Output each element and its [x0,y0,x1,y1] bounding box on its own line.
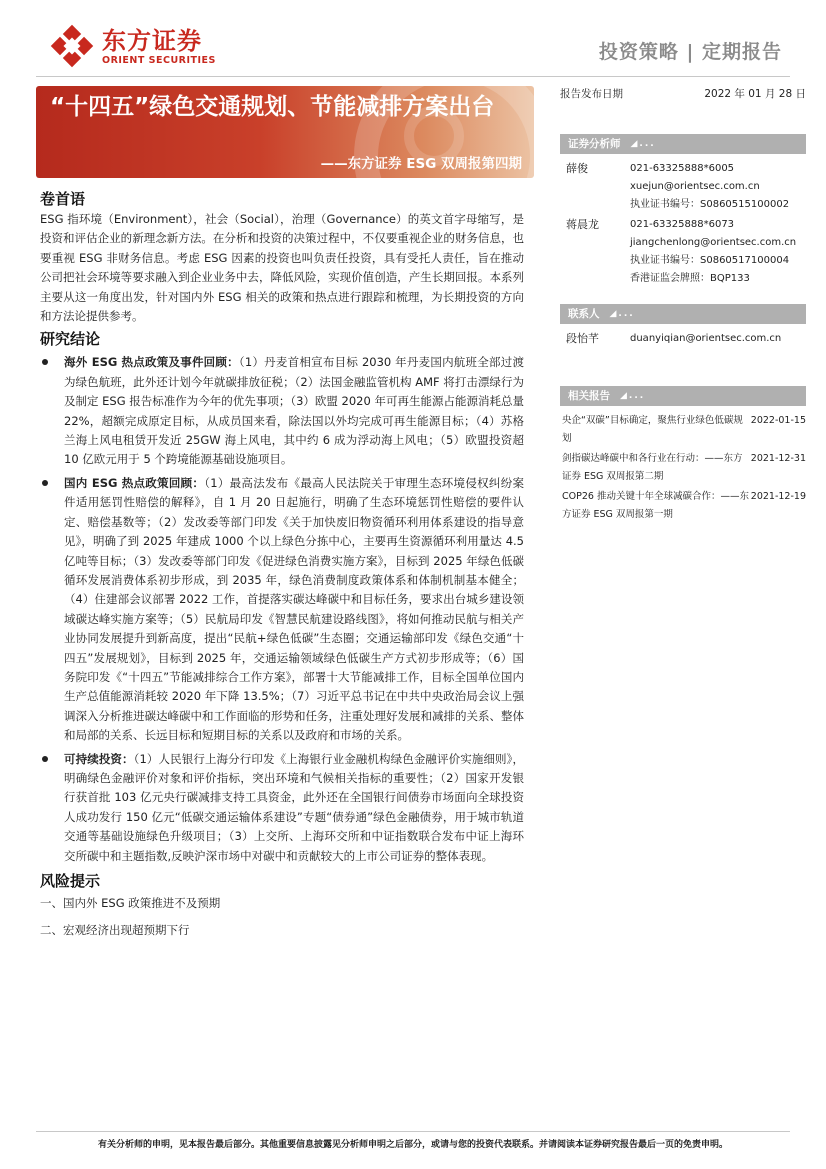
analyst-phone: 021-63325888*6073 [630,219,735,230]
header-dots: ◢... [609,309,635,319]
intro-text: ESG 指环境（Environment），社会（Social），治理（Governance）的英文首字母缩写，是投资和评估企业的新理念新方法。在分析和投资的决策过程中，不仅要重视企业的财务信息，也要重视 ESG 非财务信息。考虑 ESG 因素的投资也叫负责任投资，具有受托人责任，旨在推动公司把社会环境等要求融入到企业业务中去，降低风险，实现价值创造，产生长期回报。本系列主要从这一角度出发，针对国内外 ESG 相关的政策和热点进行跟踪和梳理，为长期投资的方向和方法论提供参考。 [40,212,524,324]
header-divider [36,76,790,77]
related-report-date: 2021-12-19 [750,491,806,502]
conclusion-title: 国内 ESG 热点政策回顾： [64,475,205,490]
conclusion-text: （1）丹麦首相宣布目标 2030 年丹麦国内航班全部过渡为绿色航班，此外还计划今年就碳排放征税；（2）法国金融监管机构 AMF 将打击漂绿行为及制定 ESG 报告标准作为今年的优先事项；（3）欧盟 2020 年可再生能源占能源消耗总量 22%，超额完成原定目标，从成员国来看，除法国以外均完成可再生能源目标；（4）苏格兰海上风电租赁开发近 25GW 海上风电，其中约 6 成为浮动海上风电；（5）欧盟投资超 10 亿欧元用于 5 个跨境能源基础设施项目。 [64,355,524,467]
company-logo [50,24,216,68]
title-banner [36,86,534,178]
analyst-entry [560,216,806,288]
analyst-name: 薛俊 [566,162,588,175]
conclusion-item-sustainable [40,750,524,866]
conclusion-title: 可持续投资： [64,751,134,766]
conclusions-heading: 研究结论 [40,330,101,349]
analyst-phone: 021-63325888*6005 [630,163,735,174]
logo-cn-text: 东方证券 [102,26,202,55]
analyst-hk-license: 香港证监会牌照：BQP133 [630,273,750,284]
related-header-label: 相关报告 [568,390,610,402]
intro-heading: 卷首语 [40,190,86,208]
logo-mark-icon [50,24,94,68]
header-dots: ◢... [630,139,656,149]
conclusion-text: （1）最高法发布《最高人民法院关于审理生态环境侵权纠纷案件适用惩罚性赔偿的解释》，自 1 月 20 日起施行，明确了生态环境惩罚性赔偿的要件认定、赔偿基数等；（2）发改委等部门印发《关于加快废旧物资循环利用体系建设的指导意见》，明确了到 2025 年建成 1000 个以上绿色分拣中心，主要再生资源循环利用量达 4.5 亿吨等目标；（3）发改委等部门印发《促进绿色消费实施方案》，目标到 2025 年绿色低碳循环发展消费体系初步形成，到 2035 年，绿色消费制度政策体系和体制机制基本健全；（4）住建部会议部署 2022 工作，首提落实碳达峰碳中和目标任务，要求出台城乡建设领域碳达峰实施方案等；（5）民航局印发《智慧民航建设路线图》，将如何推动民航与相关产业协同发展提升到新高度，提出“民航+绿色低碳”生态圈；交通运输部印发《绿色交通“十四五”发展规划》，目标到 2025 年，交通运输领域绿色低碳生产方式初步形成等；（6）国务院印发《“十四五”节能减排综合工作方案》，部署十大节能减排工作，目标全国单位国内生产总值能源消耗较 2020 年下降 13.5%；（7）习近平总书记在中共中央政治局会议上强调深入分析推进碳达峰碳中和工作面临的形势和任务，注重处理好发展和减排的关系、整体和局部的关系、长远目标和短期目标的关系以及政府和市场的关系。 [64,475,524,743]
analyst-email[interactable]: xuejun@orientsec.com.cn [630,181,760,192]
analyst-entry [560,160,806,214]
report-title: “十四五”绿色交通规划、节能减排方案出台 [50,94,495,120]
risk-heading: 风险提示 [40,872,101,890]
related-report-title[interactable]: 剑指碳达峰碳中和各行业在行动：——东方证券 ESG 双周报第二期 [562,453,743,482]
related-report-title[interactable]: 央企“双碳”目标确定，聚焦行业绿色低碳规划 [562,415,743,444]
conclusion-item-domestic [40,474,524,746]
analysts-header-label: 证券分析师 [568,138,621,150]
header-dots: ◢... [620,391,646,401]
related-report-date: 2022-01-15 [750,415,806,426]
analyst-email[interactable]: jiangchenlong@orientsec.com.cn [630,237,797,248]
related-report[interactable] [560,450,806,485]
main-content [40,188,524,940]
bullet-icon [42,480,48,486]
report-category: 投资策略 | 定期报告 [598,41,782,63]
risk-item: 一、国内外 ESG 政策推进不及预期 [40,896,221,910]
logo-en-text: ORIENT SECURITIES [102,54,216,66]
related-report[interactable] [560,488,806,523]
publish-date-row [560,86,806,106]
conclusion-item-overseas [40,353,524,469]
publish-date-label: 报告发布日期 [560,88,623,100]
contact-entry [560,330,806,348]
related-panel-header [560,386,806,406]
contact-email[interactable]: duanyiqian@orientsec.com.cn [630,333,782,344]
related-report[interactable] [560,412,806,447]
footer-disclaimer: 有关分析师的申明，见本报告最后部分。其他重要信息披露见分析师申明之后部分，或请与您的投资代表联系。并请阅读本证券研究报告最后一页的免责申明。 [97,1140,728,1150]
analyst-license: 执业证书编号：S0860515100002 [630,199,790,210]
contact-panel-header [560,304,806,324]
related-report-title[interactable]: COP26 推动关键十年全球减碳合作：——东方证券 ESG 双周报第一期 [562,491,749,520]
risk-item: 二、宏观经济出现超预期下行 [40,923,190,937]
conclusion-title: 海外 ESG 热点政策及事件回顾： [64,355,239,370]
contact-header-label: 联系人 [568,308,600,320]
report-subtitle: ——东方证券 ESG 双周报第四期 [320,156,522,172]
analysts-panel-header [560,134,806,154]
conclusion-text: （1）人民银行上海分行印发《上海银行业金融机构绿色金融评价实施细则》，明确绿色金融评价对象和评价指标，突出环境和气候相关指标的重要性；（2）国家开发银行获首批 103 亿元央行碳减排支持工具资金，此外还在全国银行间债券市场面向全球投资人成功发行 150 亿元“低碳交通运输体系建设”专题“债券通”绿色金融债券，用于城市轨道交通等基础设施绿色升级项目；（3）上交所、上海环交所和中证指数联合发布中证上海环交所碳中和主题指数,反映沪深市场中对碳中和贡献较大的上市公司证券的整体表现。 [64,751,525,863]
analyst-name: 蒋晨龙 [566,218,599,231]
bullet-icon [42,756,48,762]
analyst-license: 执业证书编号：S0860517100004 [630,255,790,266]
publish-date-value: 2022 年 01 月 28 日 [704,88,806,100]
sidebar [560,86,806,523]
related-report-date: 2021-12-31 [750,453,806,464]
footer-divider [36,1131,790,1132]
contact-name: 段怡芊 [566,332,599,345]
bullet-icon [42,359,48,365]
